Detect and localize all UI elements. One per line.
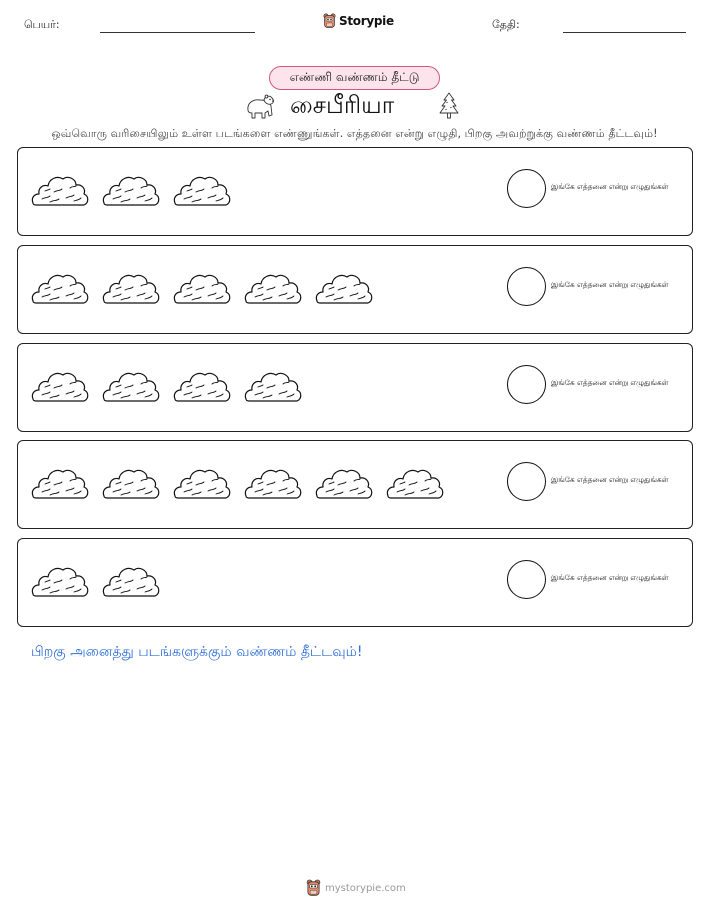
write-count-label: இங்கே எத்தனை என்று எழுதுங்கள் — [551, 280, 669, 289]
name-line[interactable] — [100, 32, 255, 33]
answer-circle[interactable] — [507, 267, 546, 306]
answer-circle[interactable] — [507, 365, 546, 404]
count-row — [17, 440, 693, 529]
name-label: பெயர்: — [24, 18, 60, 31]
write-count-label: இங்கே எத்தனை என்று எழுதுங்கள் — [551, 378, 669, 387]
bush-icon — [172, 461, 232, 503]
bush-icon — [172, 364, 232, 406]
bush-icon — [30, 559, 90, 601]
bush-icon — [30, 168, 90, 210]
write-count-label: இங்கே எத்தனை என்று எழுதுங்கள் — [551, 475, 669, 484]
polar-bear-icon — [244, 91, 276, 121]
bush-icon — [243, 461, 303, 503]
bush-icon — [101, 168, 161, 210]
bush-icon — [243, 364, 303, 406]
bush-icon — [101, 266, 161, 308]
count-row — [17, 245, 693, 334]
worksheet-tag: எண்ணி வண்ணம் தீட்டு — [269, 66, 440, 90]
site-url[interactable]: mystorypie.com — [325, 882, 406, 894]
answer-circle[interactable] — [507, 560, 546, 599]
bush-icon — [243, 266, 303, 308]
bush-group — [30, 364, 303, 406]
bush-group — [30, 168, 232, 210]
page-title: சைபீரியா — [290, 91, 395, 119]
count-row — [17, 147, 693, 236]
storypie-logo — [323, 13, 394, 29]
title-row — [0, 91, 709, 123]
bush-icon — [101, 559, 161, 601]
mascot-icon — [306, 879, 321, 897]
answer-circle[interactable] — [507, 462, 546, 501]
bush-icon — [101, 364, 161, 406]
bush-icon — [314, 266, 374, 308]
bush-icon — [30, 461, 90, 503]
answer-circle[interactable] — [507, 169, 546, 208]
mascot-icon — [323, 13, 336, 29]
bush-icon — [101, 461, 161, 503]
count-row — [17, 538, 693, 627]
bush-group — [30, 461, 445, 503]
color-all-note: பிறகு அனைத்து படங்களுக்கும் வண்ணம் தீட்டவும்! — [31, 644, 363, 660]
write-count-label: இங்கே எத்தனை என்று எழுதுங்கள் — [551, 182, 669, 191]
pine-tree-icon — [436, 91, 462, 121]
date-line[interactable] — [563, 32, 686, 33]
bush-icon — [172, 266, 232, 308]
bush-group — [30, 559, 161, 601]
instructions: ஒவ்வொரு வரிசையிலும் உள்ள படங்களை எண்ணுங்கள். எத்தனை என்று எழுதி, பிறகு அவற்றுக்கு வண்ணம் தீட்டவும்! — [51, 127, 658, 140]
brand-name: Storypie — [339, 14, 394, 28]
date-label: தேதி: — [492, 18, 520, 31]
bush-icon — [314, 461, 374, 503]
bush-icon — [30, 266, 90, 308]
write-count-label: இங்கே எத்தனை என்று எழுதுங்கள் — [551, 573, 669, 582]
bush-icon — [385, 461, 445, 503]
bush-group — [30, 266, 374, 308]
count-row — [17, 343, 693, 432]
bush-icon — [30, 364, 90, 406]
site-footer — [306, 879, 406, 897]
bush-icon — [172, 168, 232, 210]
